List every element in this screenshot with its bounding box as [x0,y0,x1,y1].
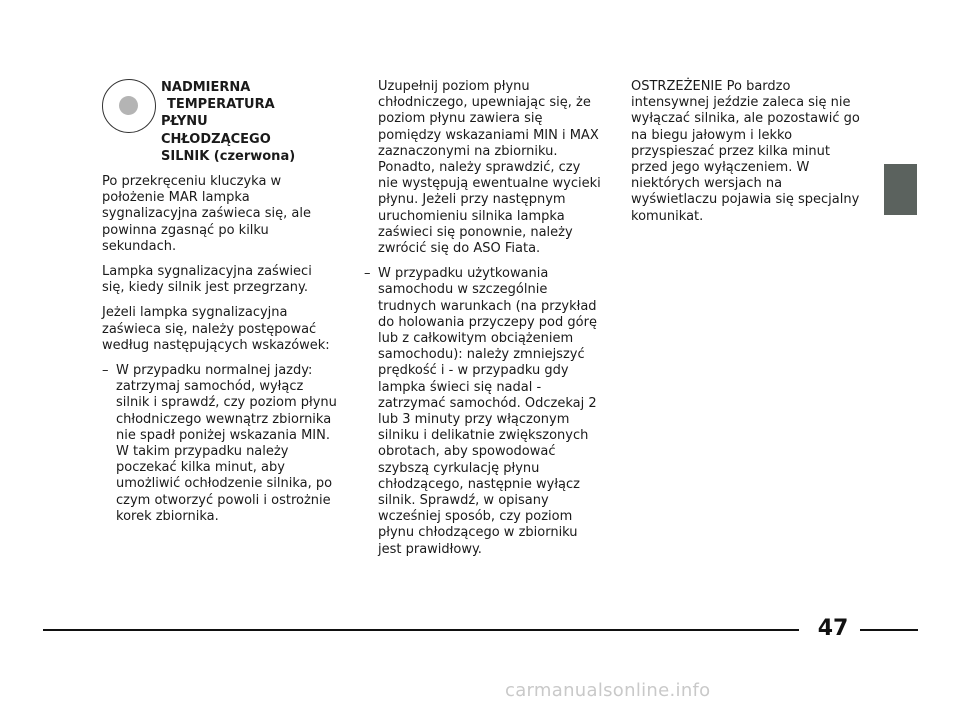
column-3 [631,79,863,234]
dash-bullet: – [102,363,109,379]
footer-rule [860,629,918,631]
heading-line-3: PŁYNU [161,114,208,130]
list-item-text: W przypadku normalnej jazdy: zatrzymaj samochód, wyłącz silnik i sprawdź, czy poziom płynu chłodniczego wewnątrz zbiornika nie spadł poniżej wskazania MIN. W takim przypadku należy poczekać kilka minut, aby umożliwić ochłodzenie silnika, po czym otworzyć powoli i ostrożnie korek zbiornika. [116,363,337,524]
footer-rule [43,629,799,631]
column-2 [364,79,602,567]
page-number: 47 [817,616,849,641]
list-item-text: W przypadku użytkowania samochodu w szczególnie trudnych warunkach (na przykład do holowania przyczepy pod górę lub z całkowitym obciążeniem samochodu): należy zmniejszyć prędkość i - w przypadku gdy lampka świeci się nadal - zatrzymać samochód. Odczekaj 2 lub 3 minuty przy włączonym silniku i delikatnie zwiększonych obrotach, aby spowodować szybszą cyrkulację płynu chłodzącego, następnie wyłącz silnik. Sprawdź, w opisany wcześniej sposób, czy poziom płynu chłodzącego w zbiorniku jest prawidłowy. [378,266,597,557]
list-item [364,266,602,558]
warning-paragraph: OSTRZEŻENIE Po bardzo intensywnej jeździe zaleca się nie wyłączać silnika, ale pozostawić go na biegu jałowym i lekko przyspieszać przez kilka minut przed jego wyłączeniem. W niektórych wersjach na wyświetlaczu pojawia się specjalny komunikat. [631,79,860,224]
list-item [102,363,338,525]
column-1 [102,79,338,534]
watermark: carmanualsonline.info [505,680,711,701]
warning-heading [102,79,338,165]
dash-bullet: – [364,266,371,282]
paragraph: Lampka sygnalizacyjna zaświeci się, kiedy silnik jest przegrzany. [102,264,312,296]
paragraph: Po przekręceniu kluczyka w położenie MAR lampka sygnalizacyjna zaświeca się, ale powinna zgasnąć po kilku sekundach. [102,174,312,254]
paragraph: Uzupełnij poziom płynu chłodniczego, upewniając się, że poziom płynu zawiera się pomiędzy wskazaniami MIN i MAX zaznaczonymi na zbiorniku. Ponadto, należy sprawdzić, czy nie występują ewentualne wycieki płynu. Jeżeli przy następnym uruchomieniu silnika lampka zaświeci się ponownie, należy zwrócić się do ASO Fiata. [378,79,601,257]
section-tab-marker [884,164,917,215]
paragraph: Jeżeli lampka sygnalizacyjna zaświeca się, należy postępować według następujących wskazówek: [102,305,330,353]
heading-title [161,79,295,165]
heading-line-1: NADMIERNA [161,80,251,95]
warning-lamp-icon [102,79,156,133]
heading-line-2: TEMPERATURA [167,97,275,113]
heading-line-5: SILNIK (czerwona) [161,148,296,164]
heading-line-4: CHŁODZĄCEGO [161,131,271,147]
